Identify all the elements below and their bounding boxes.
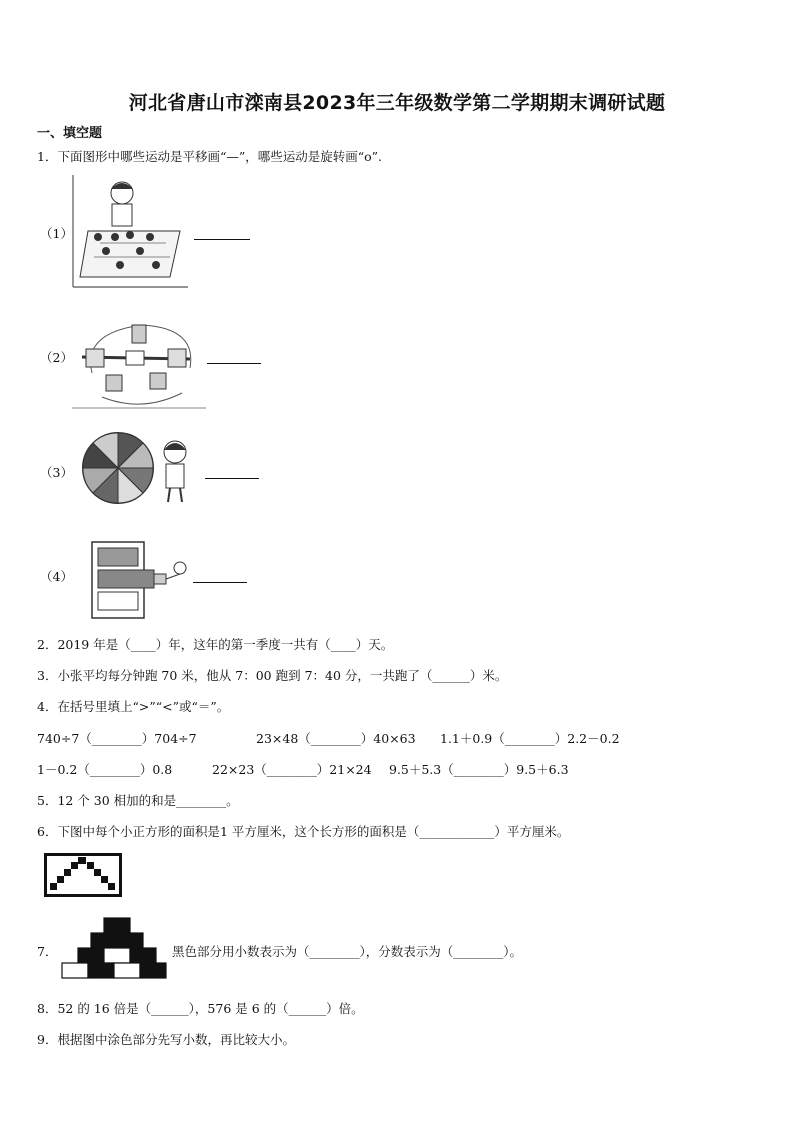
item-3-label: （3） (40, 465, 73, 480)
spinning-ride-picture (72, 313, 208, 411)
item-1-label: （1） (40, 226, 73, 241)
boy-playing-chess-picture (70, 173, 190, 289)
drawer-picture (88, 538, 192, 622)
answer-blank-1[interactable] (194, 238, 250, 240)
question-1: 1．下面图形中哪些运动是平移画“—”，哪些运动是旋转画“o”. (37, 149, 383, 164)
item-4-label: （4） (40, 569, 73, 584)
compare-2c: 9.5＋5.3（________）9.5＋6.3 (389, 762, 569, 777)
question-2: 2．2019 年是（____）年，这年的第一季度一共有（____）天。 (37, 637, 394, 652)
answer-blank-3[interactable] (205, 477, 259, 479)
question-3: 3．小张平均每分钟跑 70 米，他从 7：00 跑到 7：40 分，一共跑了（______）米。 (37, 668, 508, 683)
question-4: 4．在括号里填上“>”“<”或“＝”。 (37, 699, 230, 714)
question-8: 8．52 的 16 倍是（______），576 是 6 的（______）倍。 (37, 1001, 364, 1016)
compare-1b: 23×48（________）40×63 (256, 731, 416, 746)
question-6: 6．下图中每个小正方形的面积是1 平方厘米，这个长方形的面积是（____________）平方厘米。 (37, 824, 570, 839)
question-7-text: 黑色部分用小数表示为（________），分数表示为（________）。 (172, 944, 523, 959)
wheel-and-girl-picture (80, 430, 202, 506)
page-title: 河北省唐山市滦南县2023年三年级数学第二学期期末调研试题 (128, 92, 666, 114)
block-pyramid-figure (60, 916, 170, 980)
compare-1a: 740÷7（________）704÷7 (37, 731, 197, 746)
answer-blank-4[interactable] (193, 581, 247, 583)
compare-2a: 1－0.2（________）0.8 (37, 762, 173, 777)
section-heading: 一、填空题 (37, 126, 103, 141)
rectangle-grid-figure (44, 853, 122, 897)
question-5: 5．12 个 30 相加的和是________。 (37, 793, 239, 808)
question-9: 9．根据图中涂色部分先写小数，再比较大小。 (37, 1032, 295, 1047)
compare-1c: 1.1＋0.9（________）2.2－0.2 (440, 731, 620, 746)
compare-2b: 22×23（________）21×24 (212, 762, 372, 777)
item-2-label: （2） (40, 350, 73, 365)
answer-blank-2[interactable] (207, 362, 261, 364)
question-7-number: 7． (37, 944, 58, 959)
